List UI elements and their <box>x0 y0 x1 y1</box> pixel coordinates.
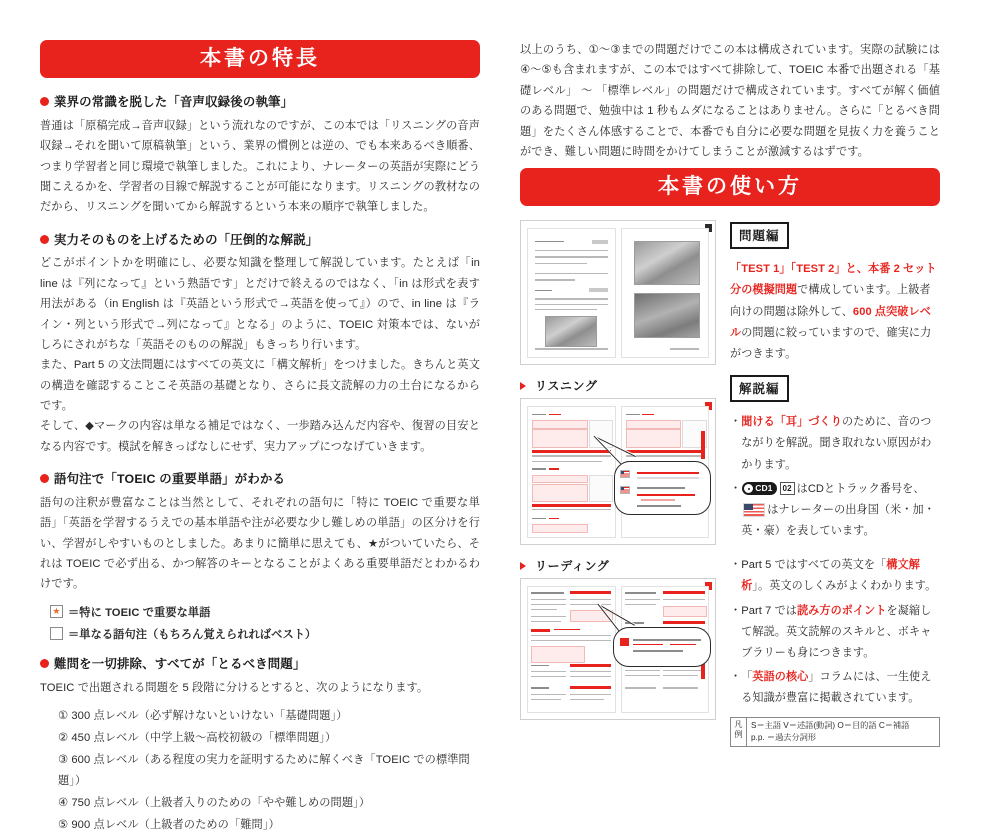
level-item: ① 300 点レベル（必ず解けないといけない「基礎問題」） <box>58 709 348 722</box>
usage-banner: 本書の使い方 <box>520 168 940 206</box>
right-column <box>520 40 940 742</box>
callout-bubble <box>614 461 711 515</box>
flag-icon-usa <box>743 503 765 517</box>
level-item: ③ 600 点レベル（ある程度の実力を証明するために解くべき「TOEIC での標準問題」） <box>58 753 470 788</box>
listening-description-column <box>730 373 940 545</box>
track-number-box: 02 <box>780 482 795 495</box>
bullet-dot-mark: ・ <box>730 416 742 429</box>
legend-row-star <box>50 604 480 620</box>
flag-icon-canada <box>620 470 630 478</box>
usage-block-questions <box>520 220 940 365</box>
section-paragraph: そして、◆マークの内容は単なる補足ではなく、一歩踏み込んだ内容や、復習の目安となる内容です。模試を解きっぱなしにせず、実力アップにつなげていきます。 <box>40 420 480 453</box>
section-paragraph: また、Part 5 の文法問題にはすべての英文に「構文解析」をつけました。きちんと英文の構造を確認することこそ英語の基礎となり、さらに長文読解の力の土台になるからです。 <box>40 359 480 413</box>
questions-description <box>730 259 940 364</box>
reading-bullet-2-text: Part 7 では読み方のポイントを凝縮して解説。英文読解のスキルと、ボキャブラリーも身につきます。 <box>741 604 932 659</box>
reading-screenshot-column <box>520 553 716 746</box>
intro-paragraph: 以上のうち、①～③までの問題だけでこの本は構成されています。実際の試験には④～⑤も含まれますが、この本ではすべて排除して、TOEIC 本番で出題される「基礎レベル」 ～ 「標準レベル」の問題だけで構成されています。すべてが解く価値のある問題で、勉強中は 1 秒もムダになることはありません。さらに「とるべき問題」をたくさん体感することで、本番でも自分に必要な問題を見抜く力を養うことができ、難しい問題に時間をかけてしまうことが激減するはずです。 <box>520 44 940 158</box>
listening-page-mockup <box>520 398 716 545</box>
level-item: ② 450 点レベル（中学上級～高校初級の「標準問題」） <box>58 731 337 744</box>
red-bullet-icon <box>40 97 49 106</box>
grammar-legend-box <box>730 717 940 747</box>
legend-row-plain <box>50 626 480 642</box>
level-item: ⑤ 900 点レベル（上級者のための「難問」） <box>58 819 280 832</box>
difficulty-level-list <box>58 706 480 837</box>
legend-label: ＝特に TOEIC で重要な単語 <box>68 606 211 619</box>
section-paragraph: 語句の注釈が豊富なことは当然として、それぞれの語句に「特に TOEIC で重要な単語」「英語を学習するうえでの基本単語や注が必要な少し難しめの単語」の区分けを行い、学習がしやすいものとしました。あまりに簡単に思えても、★がついていたら、それは TOEIC で必ず出る、かつ解答のキーとなることがよくある重要単語だとわかるわけです。 <box>40 496 480 591</box>
section-heading-difficulty <box>40 656 480 673</box>
usage-block-listening <box>520 373 940 545</box>
questions-description-column <box>730 220 940 365</box>
mockup-page-left <box>527 228 616 358</box>
level-item: ④ 750 点レベル（上級者入りのための「やや難しめの問題」） <box>58 797 371 810</box>
cd-badge-icon: CD1 <box>742 482 776 495</box>
sublabel-reading-text: リーディング <box>535 559 610 574</box>
left-column <box>40 40 480 832</box>
section-heading-vocabulary <box>40 471 480 488</box>
mockup-page-left <box>527 406 616 538</box>
sublabel-listening <box>520 377 716 394</box>
listening-screenshot-column <box>520 373 716 545</box>
section-paragraph: 普通は「原稿完成→音声収録」という流れなのですが、この本では「リスニングの音声収録→それを聞いて原稿執筆」という、業界の慣例とは逆の、でも本来あるべき順番、つまり学習者と同じ環境で執筆しました。これにより、ナレーターの英語が実際にどう聞こえるかを、学習者の目線で解説することが可能になります。リスニングの教材なのだから、リスニングを聞いてから解説するという本来の順序で執筆しました。 <box>40 119 480 214</box>
callout-bubble <box>613 627 711 667</box>
section-paragraph: どこがポイントかを明確にし、必要な知識を整理して解説しています。たとえば「in line は『列になって』という熟語です」とだけで終えるのではなく、「in は形式を表す用法がある（in English は『英語という形式で→英語を使って』）ので、in line は『ライン・列という形式で→列になって』となる」のように、TOEIC 対策本では、ないがしろにされがちな「英語そのものの解説」もきっちり行います。 <box>40 257 480 351</box>
cd-after-text: はナレーターの出身国（米・加・英・豪）を表しています。 <box>741 503 935 537</box>
bullet-dot-mark: ・ <box>730 482 742 495</box>
reading-bullet-2 <box>730 601 940 664</box>
section-heading-recording <box>40 94 480 111</box>
section-heading-text: 実力そのものを上げるための「圧倒的な解説」 <box>54 232 319 247</box>
flag-icon-usa <box>620 486 630 494</box>
label-explanation-section: 解説編 <box>730 375 789 402</box>
sublabel-reading <box>520 557 716 574</box>
callout-badge-icon <box>620 638 629 646</box>
vocabulary-mark-legend <box>50 604 480 642</box>
legend-label: ＝単なる語句注（もちろん覚えられればベスト） <box>68 628 317 641</box>
red-bullet-icon <box>40 235 49 244</box>
section-heading-text: 業界の常識を脱した「音声収録後の執筆」 <box>54 95 294 110</box>
disc-icon <box>744 484 753 493</box>
bullet-dot-mark: ・ <box>730 559 742 572</box>
mockup-page-right <box>621 228 710 358</box>
reading-bullet-1 <box>730 555 940 597</box>
triangle-marker-icon <box>520 382 532 390</box>
section-paragraph: TOEIC で出題される問題を 5 段階に分けるとすると、次のようになります。 <box>40 681 429 694</box>
questions-screenshot-column <box>520 220 716 365</box>
bullet-dot-mark: ・ <box>730 604 742 617</box>
legend-line-2: p.p. ＝過去分詞形 <box>751 732 817 742</box>
questions-emph-1: 「TEST 1」「TEST 2」と、本番 2 セット分の模擬問題 <box>730 263 937 297</box>
sublabel-listening-text: リスニング <box>535 379 598 394</box>
label-questions-section: 問題編 <box>730 222 789 249</box>
questions-plain-2: の問題に絞っていますので、確実に力がつきます。 <box>730 326 932 360</box>
cd-track-description <box>741 479 940 542</box>
listening-bullet-1-text: 聞ける「耳」づくりのために、音のつながりを解説。聞き取れない原因がわかります。 <box>741 416 932 471</box>
listening-bullet-cd <box>730 479 940 542</box>
cd-middle-text: はCDとトラック番号を、 <box>796 482 925 495</box>
red-bullet-icon <box>40 474 49 483</box>
features-banner: 本書の特長 <box>40 40 480 78</box>
section-heading-explanation <box>40 232 480 249</box>
questions-page-mockup <box>520 220 716 365</box>
legend-body <box>747 718 913 746</box>
questions-emph-2: 600 点突破レベル <box>730 305 931 339</box>
section-heading-text: 語句注で「TOEIC の重要単語」がわかる <box>54 472 286 487</box>
star-icon: ★ <box>50 605 63 618</box>
red-bullet-icon <box>40 659 49 668</box>
bullet-dot-mark: ・ <box>730 670 742 683</box>
reading-bullet-3 <box>730 667 940 709</box>
legend-line-1: S＝主語 V＝述語(動詞) O＝目的語 C＝補語 <box>751 720 910 730</box>
reading-description-column <box>730 553 940 746</box>
reading-bullet-3-text: 「英語の核心」コラムには、一生使える知識が豊富に掲載されています。 <box>741 670 932 704</box>
reading-bullet-1-text: Part 5 ではすべての英文を「構文解析」。英文のしくみがよくわかります。 <box>741 559 937 593</box>
triangle-marker-icon <box>520 562 532 570</box>
section-heading-text: 難問を一切排除、すべてが「とるべき問題」 <box>54 656 306 671</box>
questions-plain-1: で構成しています。上級者向けの問題は除外して、 <box>730 284 931 318</box>
usage-block-reading <box>520 553 940 746</box>
reading-page-mockup <box>520 578 716 720</box>
empty-box-icon <box>50 627 63 640</box>
legend-key-label: 凡 例 <box>731 718 747 746</box>
listening-bullet-1 <box>730 412 940 475</box>
